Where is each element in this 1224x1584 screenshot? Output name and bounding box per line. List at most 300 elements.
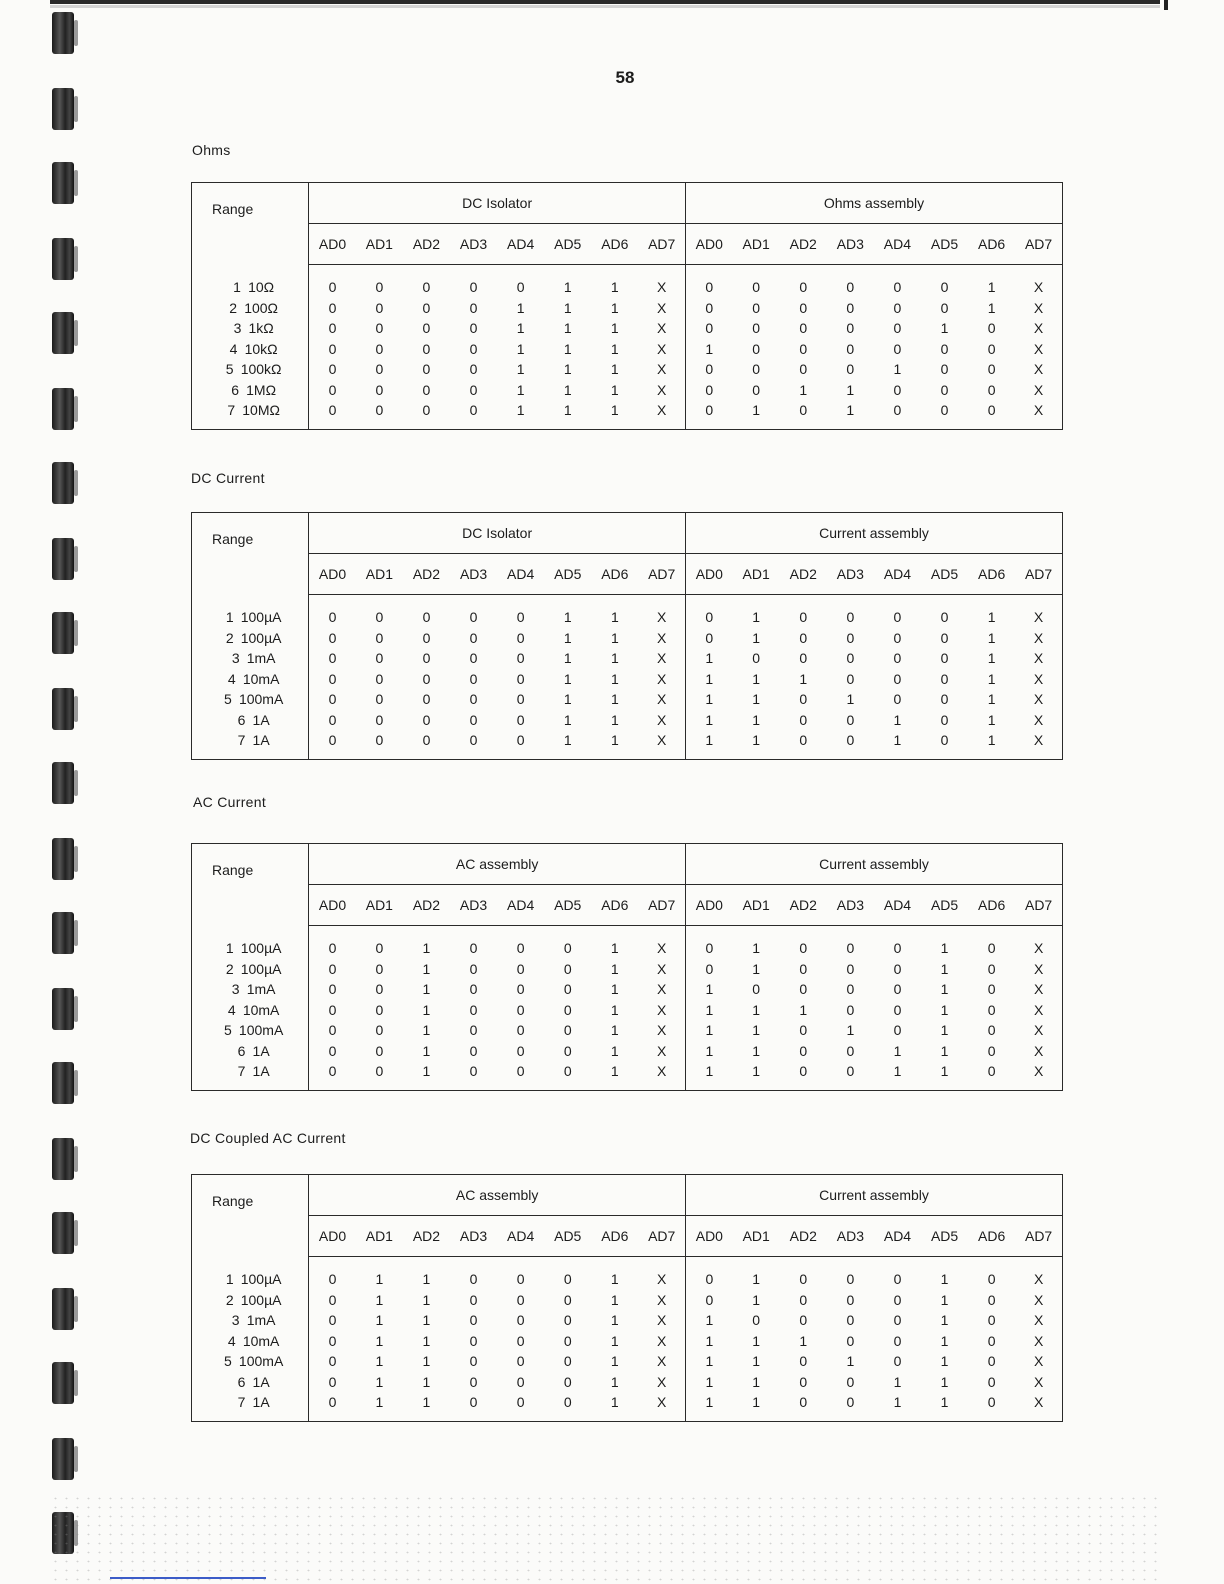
table-row bbox=[192, 926, 1063, 959]
bit-column-header: AD5 bbox=[921, 1216, 968, 1257]
bit-column-header: AD3 bbox=[827, 1216, 874, 1257]
table-row bbox=[192, 1041, 1063, 1062]
bit-cell: 0 bbox=[563, 981, 572, 998]
bit-cell: 0 bbox=[516, 1332, 525, 1349]
range-value: 100kΩ bbox=[240, 361, 282, 378]
bit-cell: 0 bbox=[846, 361, 855, 378]
bit-cell: 0 bbox=[469, 609, 478, 626]
bit-cell: 0 bbox=[328, 960, 337, 977]
table-row bbox=[192, 1290, 1063, 1311]
bit-cell: 0 bbox=[516, 1022, 525, 1039]
range-index: 5 bbox=[224, 1353, 232, 1370]
bit-cell: X bbox=[1033, 279, 1044, 296]
table-row bbox=[192, 979, 1063, 1000]
bit-cell: 0 bbox=[516, 1001, 525, 1018]
bit-cell: 0 bbox=[846, 960, 855, 977]
range-index: 1 bbox=[225, 940, 234, 956]
bit-cell: 1 bbox=[752, 1063, 761, 1080]
bit-cell: 0 bbox=[328, 691, 337, 708]
table-row bbox=[192, 1392, 1063, 1421]
table-row bbox=[192, 339, 1063, 360]
bit-cell: 1 bbox=[752, 1042, 761, 1059]
bit-cell: 1 bbox=[610, 1373, 619, 1390]
bit-cell: 1 bbox=[610, 650, 619, 667]
bit-cell: 1 bbox=[610, 940, 619, 957]
bit-column-header: AD4 bbox=[497, 1216, 544, 1257]
range-cell bbox=[192, 926, 309, 959]
bit-cell: 1 bbox=[422, 960, 431, 977]
bit-column-header: AD7 bbox=[1015, 885, 1062, 926]
bit-cell: 0 bbox=[375, 279, 384, 296]
bit-cell: 1 bbox=[940, 940, 949, 957]
bit-cell: 0 bbox=[893, 1312, 902, 1329]
bit-cell: X bbox=[638, 595, 685, 628]
bit-cell: 1 bbox=[563, 402, 572, 419]
table-row bbox=[192, 380, 1063, 401]
bit-cell: 0 bbox=[893, 1271, 902, 1288]
bit-table bbox=[191, 1174, 1063, 1422]
bit-cell: 0 bbox=[328, 320, 337, 337]
bit-cell: 1 bbox=[987, 609, 996, 626]
bit-cell: 1 bbox=[563, 381, 572, 398]
binding-ring bbox=[52, 612, 74, 654]
bit-column-header: AD6 bbox=[968, 224, 1015, 265]
range-index: 3 bbox=[231, 1312, 240, 1329]
bit-cell: 0 bbox=[328, 1373, 337, 1390]
range-value: 1kΩ bbox=[248, 320, 274, 337]
range-cell bbox=[192, 628, 309, 649]
range-cell bbox=[192, 648, 309, 669]
table-row bbox=[192, 298, 1063, 319]
bit-cell: 0 bbox=[516, 1394, 525, 1411]
bit-cell: 0 bbox=[846, 1063, 855, 1080]
bit-cell: 1 bbox=[752, 711, 761, 728]
bit-cell: 0 bbox=[422, 299, 431, 316]
bit-cell: 1 bbox=[610, 361, 619, 378]
range-index: 7 bbox=[237, 1394, 246, 1411]
bit-cell: 0 bbox=[846, 1001, 855, 1018]
bit-cell: X bbox=[1033, 402, 1044, 419]
binding-ring bbox=[52, 1288, 74, 1330]
bit-column-header: AD5 bbox=[544, 554, 591, 595]
bit-cell: 0 bbox=[375, 299, 384, 316]
bit-cell: 1 bbox=[610, 732, 619, 749]
bit-cell: 0 bbox=[940, 381, 949, 398]
bit-cell: X bbox=[638, 1041, 685, 1062]
bit-column-header: AD3 bbox=[450, 224, 497, 265]
bit-cell: 0 bbox=[375, 650, 384, 667]
bit-column-header: AD7 bbox=[638, 1216, 685, 1257]
bit-cell: 1 bbox=[375, 1332, 384, 1349]
bit-cell: X bbox=[638, 265, 685, 298]
bit-cell: X bbox=[638, 339, 685, 360]
bit-cell: 0 bbox=[799, 609, 808, 626]
bit-cell: 0 bbox=[752, 320, 761, 337]
bit-cell: X bbox=[1033, 609, 1044, 626]
bit-cell: 1 bbox=[422, 1353, 431, 1370]
bit-cell: 1 bbox=[705, 1332, 714, 1349]
bit-cell: 0 bbox=[328, 381, 337, 398]
bit-cell: 1 bbox=[563, 320, 572, 337]
bit-cell: X bbox=[1033, 1001, 1044, 1018]
range-index: 7 bbox=[227, 402, 236, 419]
bit-cell: 1 bbox=[610, 1394, 619, 1411]
bit-cell: 0 bbox=[469, 402, 478, 419]
bit-cell: 0 bbox=[516, 981, 525, 998]
bit-cell: 1 bbox=[422, 1063, 431, 1080]
bit-cell: 0 bbox=[987, 1332, 996, 1349]
bit-column-header: AD1 bbox=[733, 1216, 780, 1257]
bit-column-header: AD4 bbox=[874, 885, 921, 926]
bit-cell: X bbox=[1033, 299, 1044, 316]
bit-cell: 0 bbox=[893, 1353, 902, 1370]
bit-cell: 1 bbox=[516, 320, 525, 337]
bit-cell: 0 bbox=[516, 1063, 525, 1080]
bit-cell: 0 bbox=[469, 299, 478, 316]
bit-cell: 1 bbox=[752, 960, 761, 977]
bit-cell: 0 bbox=[893, 670, 902, 687]
bit-cell: X bbox=[1033, 691, 1044, 708]
bit-cell: 0 bbox=[799, 1022, 808, 1039]
bit-cell: 1 bbox=[846, 1353, 855, 1370]
bit-cell: 0 bbox=[469, 1394, 478, 1411]
range-header: Range bbox=[192, 513, 309, 595]
binding-ring bbox=[52, 838, 74, 880]
bit-cell: 0 bbox=[328, 1394, 337, 1411]
range-value: 1MΩ bbox=[246, 381, 277, 398]
table-row bbox=[192, 628, 1063, 649]
table-row bbox=[192, 710, 1063, 731]
range-value: 1A bbox=[252, 732, 270, 749]
binding-ring bbox=[52, 462, 74, 504]
bit-column-header: AD3 bbox=[450, 1216, 497, 1257]
bit-cell: X bbox=[1033, 650, 1044, 667]
binding-ring bbox=[52, 162, 74, 204]
bit-column-header: AD1 bbox=[356, 1216, 403, 1257]
group-a-header: AC assembly bbox=[309, 1175, 686, 1216]
bit-cell: 0 bbox=[752, 650, 761, 667]
bit-cell: 1 bbox=[987, 732, 996, 749]
bit-cell: 0 bbox=[469, 1271, 478, 1288]
bit-cell: 0 bbox=[940, 609, 949, 626]
bit-cell: 0 bbox=[375, 940, 384, 957]
bit-cell: 0 bbox=[893, 1022, 902, 1039]
bit-cell: 1 bbox=[799, 670, 808, 687]
range-value: 1A bbox=[252, 711, 270, 728]
bit-cell: 0 bbox=[752, 381, 761, 398]
scan-blue-mark bbox=[110, 1577, 266, 1579]
bit-cell: 0 bbox=[422, 402, 431, 419]
bit-cell: 1 bbox=[422, 1373, 431, 1390]
bit-cell: 0 bbox=[516, 1271, 525, 1288]
bit-cell: 1 bbox=[940, 960, 949, 977]
bit-cell: 1 bbox=[422, 940, 431, 957]
bit-cell: 0 bbox=[469, 691, 478, 708]
bit-cell: 0 bbox=[799, 981, 808, 998]
bit-cell: 1 bbox=[752, 1022, 761, 1039]
bit-cell: 0 bbox=[328, 1353, 337, 1370]
bit-cell: 1 bbox=[610, 320, 619, 337]
bit-cell: 0 bbox=[705, 299, 714, 316]
bit-cell: 1 bbox=[563, 650, 572, 667]
binding-ring bbox=[52, 538, 74, 580]
bit-cell: 1 bbox=[752, 609, 761, 626]
bit-cell: 0 bbox=[893, 981, 902, 998]
range-cell bbox=[192, 400, 309, 429]
bit-cell: 1 bbox=[705, 340, 714, 357]
bit-cell: 1 bbox=[610, 1063, 619, 1080]
bit-cell: 1 bbox=[940, 1063, 949, 1080]
bit-column-header: AD4 bbox=[497, 885, 544, 926]
bit-cell: 0 bbox=[328, 279, 337, 296]
range-index: 6 bbox=[237, 1373, 246, 1390]
bit-cell: 1 bbox=[940, 1373, 949, 1390]
bit-cell: 1 bbox=[705, 1353, 714, 1370]
bit-cell: 1 bbox=[375, 1373, 384, 1390]
range-value: 10Ω bbox=[248, 279, 275, 295]
binding-ring bbox=[52, 312, 74, 354]
bit-cell: 0 bbox=[940, 691, 949, 708]
bit-cell: 0 bbox=[940, 402, 949, 419]
bit-cell: 1 bbox=[563, 732, 572, 749]
bit-cell: 0 bbox=[563, 1022, 572, 1039]
bit-cell: 1 bbox=[705, 670, 714, 687]
bit-cell: 0 bbox=[375, 402, 384, 419]
bit-cell: 0 bbox=[846, 1332, 855, 1349]
bit-cell: 0 bbox=[846, 279, 855, 296]
bit-cell: X bbox=[1033, 1022, 1044, 1039]
bit-cell: 0 bbox=[375, 1001, 384, 1018]
group-a-header: DC Isolator bbox=[309, 513, 686, 554]
bit-cell: 0 bbox=[705, 960, 714, 977]
bit-cell: 1 bbox=[705, 732, 714, 749]
bit-cell: 1 bbox=[422, 1332, 431, 1349]
bit-column-header: AD0 bbox=[686, 224, 733, 265]
bit-column-header: AD6 bbox=[591, 554, 638, 595]
bit-cell: 1 bbox=[940, 1022, 949, 1039]
bit-cell: 0 bbox=[375, 1063, 384, 1080]
bit-cell: X bbox=[638, 959, 685, 980]
bit-cell: 0 bbox=[516, 609, 525, 626]
bit-column-header: AD0 bbox=[309, 554, 356, 595]
range-value: 1mA bbox=[246, 650, 276, 667]
bit-column-header: AD0 bbox=[686, 885, 733, 926]
bit-cell: 0 bbox=[987, 981, 996, 998]
range-index: 2 bbox=[229, 299, 238, 316]
bit-cell: 0 bbox=[987, 1312, 996, 1329]
bit-cell: 0 bbox=[328, 670, 337, 687]
bit-cell: 0 bbox=[940, 670, 949, 687]
bit-cell: 1 bbox=[563, 340, 572, 357]
bit-cell: 0 bbox=[846, 981, 855, 998]
bit-cell: 0 bbox=[893, 320, 902, 337]
bit-cell: 0 bbox=[563, 1001, 572, 1018]
range-cell bbox=[192, 1310, 309, 1331]
bit-cell: 0 bbox=[328, 650, 337, 667]
range-cell bbox=[192, 710, 309, 731]
range-cell bbox=[192, 265, 309, 298]
bit-cell: 0 bbox=[516, 629, 525, 646]
scan-speckle bbox=[50, 1494, 1160, 1584]
bit-cell: 1 bbox=[563, 691, 572, 708]
bit-column-header: AD3 bbox=[827, 885, 874, 926]
section-title: DC Coupled AC Current bbox=[190, 1130, 346, 1146]
bit-cell: 1 bbox=[893, 1042, 902, 1059]
range-value: 100mA bbox=[238, 1353, 284, 1370]
range-header: Range bbox=[192, 844, 309, 926]
bit-cell: 0 bbox=[516, 1353, 525, 1370]
bit-column-header: AD1 bbox=[733, 224, 780, 265]
bit-cell: X bbox=[638, 318, 685, 339]
range-cell bbox=[192, 1000, 309, 1021]
bit-cell: 1 bbox=[940, 1394, 949, 1411]
bit-cell: 0 bbox=[940, 732, 949, 749]
bit-cell: 0 bbox=[563, 1291, 572, 1308]
bit-cell: X bbox=[1033, 361, 1044, 378]
bit-cell: 1 bbox=[752, 1394, 761, 1411]
bit-cell: 1 bbox=[705, 650, 714, 667]
binding-ring bbox=[52, 1212, 74, 1254]
range-cell bbox=[192, 979, 309, 1000]
bit-cell: 0 bbox=[469, 1291, 478, 1308]
table-row bbox=[192, 1310, 1063, 1331]
bit-column-header: AD6 bbox=[968, 885, 1015, 926]
bit-cell: 0 bbox=[987, 940, 996, 957]
bit-cell: 1 bbox=[940, 1001, 949, 1018]
range-value: 1A bbox=[252, 1373, 270, 1390]
bit-cell: 0 bbox=[516, 1042, 525, 1059]
bit-cell: 1 bbox=[940, 320, 949, 337]
bit-cell: 1 bbox=[799, 381, 808, 398]
table-row bbox=[192, 265, 1063, 298]
table-row bbox=[192, 1331, 1063, 1352]
section-title: DC Current bbox=[191, 470, 265, 486]
bit-cell: 1 bbox=[422, 1042, 431, 1059]
bit-cell: 1 bbox=[563, 299, 572, 316]
range-value: 100mA bbox=[238, 691, 284, 708]
table-row bbox=[192, 1351, 1063, 1372]
bit-cell: 0 bbox=[893, 940, 902, 957]
bit-column-header: AD1 bbox=[733, 885, 780, 926]
bit-cell: 0 bbox=[752, 981, 761, 998]
range-cell bbox=[192, 1020, 309, 1041]
bit-cell: X bbox=[1033, 940, 1044, 957]
bit-cell: 1 bbox=[705, 1022, 714, 1039]
bit-cell: 0 bbox=[705, 629, 714, 646]
bit-cell: 0 bbox=[563, 1394, 572, 1411]
bit-cell: 0 bbox=[375, 981, 384, 998]
bit-cell: 1 bbox=[940, 1312, 949, 1329]
bit-cell: 1 bbox=[893, 1373, 902, 1390]
range-cell bbox=[192, 1372, 309, 1393]
bit-cell: 0 bbox=[940, 629, 949, 646]
bit-table bbox=[191, 512, 1063, 760]
range-value: 10MΩ bbox=[242, 402, 280, 419]
bit-cell: 0 bbox=[516, 691, 525, 708]
section-title: AC Current bbox=[193, 794, 267, 810]
bit-cell: 0 bbox=[469, 670, 478, 687]
bit-cell: 0 bbox=[328, 1022, 337, 1039]
range-cell bbox=[192, 359, 309, 380]
bit-cell: 0 bbox=[328, 1001, 337, 1018]
bit-cell: 0 bbox=[375, 691, 384, 708]
bit-cell: X bbox=[1033, 320, 1044, 337]
range-cell bbox=[192, 689, 309, 710]
bit-cell: 1 bbox=[752, 670, 761, 687]
bit-cell: 0 bbox=[516, 279, 525, 296]
bit-cell: 0 bbox=[799, 711, 808, 728]
bit-column-header: AD7 bbox=[638, 885, 685, 926]
range-value: 100µA bbox=[240, 1291, 282, 1308]
bit-cell: 0 bbox=[987, 320, 996, 337]
bit-cell: X bbox=[1033, 1312, 1044, 1329]
bit-cell: 1 bbox=[987, 299, 996, 316]
bit-cell: 0 bbox=[422, 609, 431, 626]
bit-cell: 0 bbox=[893, 960, 902, 977]
bit-cell: 0 bbox=[469, 1042, 478, 1059]
bit-cell: 0 bbox=[799, 1394, 808, 1411]
bit-cell: 0 bbox=[705, 1291, 714, 1308]
bit-column-header: AD3 bbox=[827, 224, 874, 265]
bit-cell: X bbox=[638, 628, 685, 649]
bit-cell: 0 bbox=[705, 402, 714, 419]
bit-cell: 0 bbox=[987, 1063, 996, 1080]
bit-cell: 0 bbox=[422, 670, 431, 687]
bit-cell: 1 bbox=[893, 1063, 902, 1080]
bit-cell: 0 bbox=[987, 1291, 996, 1308]
table-row bbox=[192, 1020, 1063, 1041]
bit-cell: 0 bbox=[516, 1291, 525, 1308]
bit-cell: 0 bbox=[422, 340, 431, 357]
bit-cell: 0 bbox=[846, 320, 855, 337]
bit-cell: 0 bbox=[375, 670, 384, 687]
bit-column-header: AD5 bbox=[921, 554, 968, 595]
range-value: 1A bbox=[252, 1042, 270, 1059]
range-cell bbox=[192, 318, 309, 339]
bit-cell: 0 bbox=[563, 1312, 572, 1329]
bit-cell: 1 bbox=[987, 629, 996, 646]
bit-cell: 0 bbox=[328, 361, 337, 378]
bit-cell: 1 bbox=[705, 1394, 714, 1411]
bit-cell: 0 bbox=[940, 279, 949, 296]
bit-cell: 1 bbox=[705, 1373, 714, 1390]
bit-cell: 1 bbox=[705, 691, 714, 708]
bit-column-header: AD6 bbox=[591, 885, 638, 926]
bit-cell: 0 bbox=[893, 340, 902, 357]
range-cell bbox=[192, 1061, 309, 1090]
bit-cell: 0 bbox=[846, 711, 855, 728]
bit-cell: X bbox=[638, 730, 685, 759]
bit-column-header: AD7 bbox=[638, 554, 685, 595]
bit-cell: 0 bbox=[799, 650, 808, 667]
bit-cell: 0 bbox=[469, 711, 478, 728]
bit-column-header: AD5 bbox=[544, 224, 591, 265]
table-row bbox=[192, 1061, 1063, 1090]
bit-cell: 0 bbox=[846, 629, 855, 646]
bit-cell: 0 bbox=[799, 1063, 808, 1080]
bit-cell: 0 bbox=[469, 650, 478, 667]
bit-column-header: AD5 bbox=[921, 224, 968, 265]
range-value: 10mA bbox=[242, 670, 280, 687]
bit-cell: 0 bbox=[987, 960, 996, 977]
range-value: 100µA bbox=[240, 960, 282, 977]
bit-cell: 0 bbox=[516, 711, 525, 728]
bit-cell: 1 bbox=[375, 1353, 384, 1370]
bit-cell: 0 bbox=[516, 1373, 525, 1390]
binding-ring bbox=[52, 762, 74, 804]
range-index: 4 bbox=[227, 1001, 236, 1018]
table-row bbox=[192, 359, 1063, 380]
